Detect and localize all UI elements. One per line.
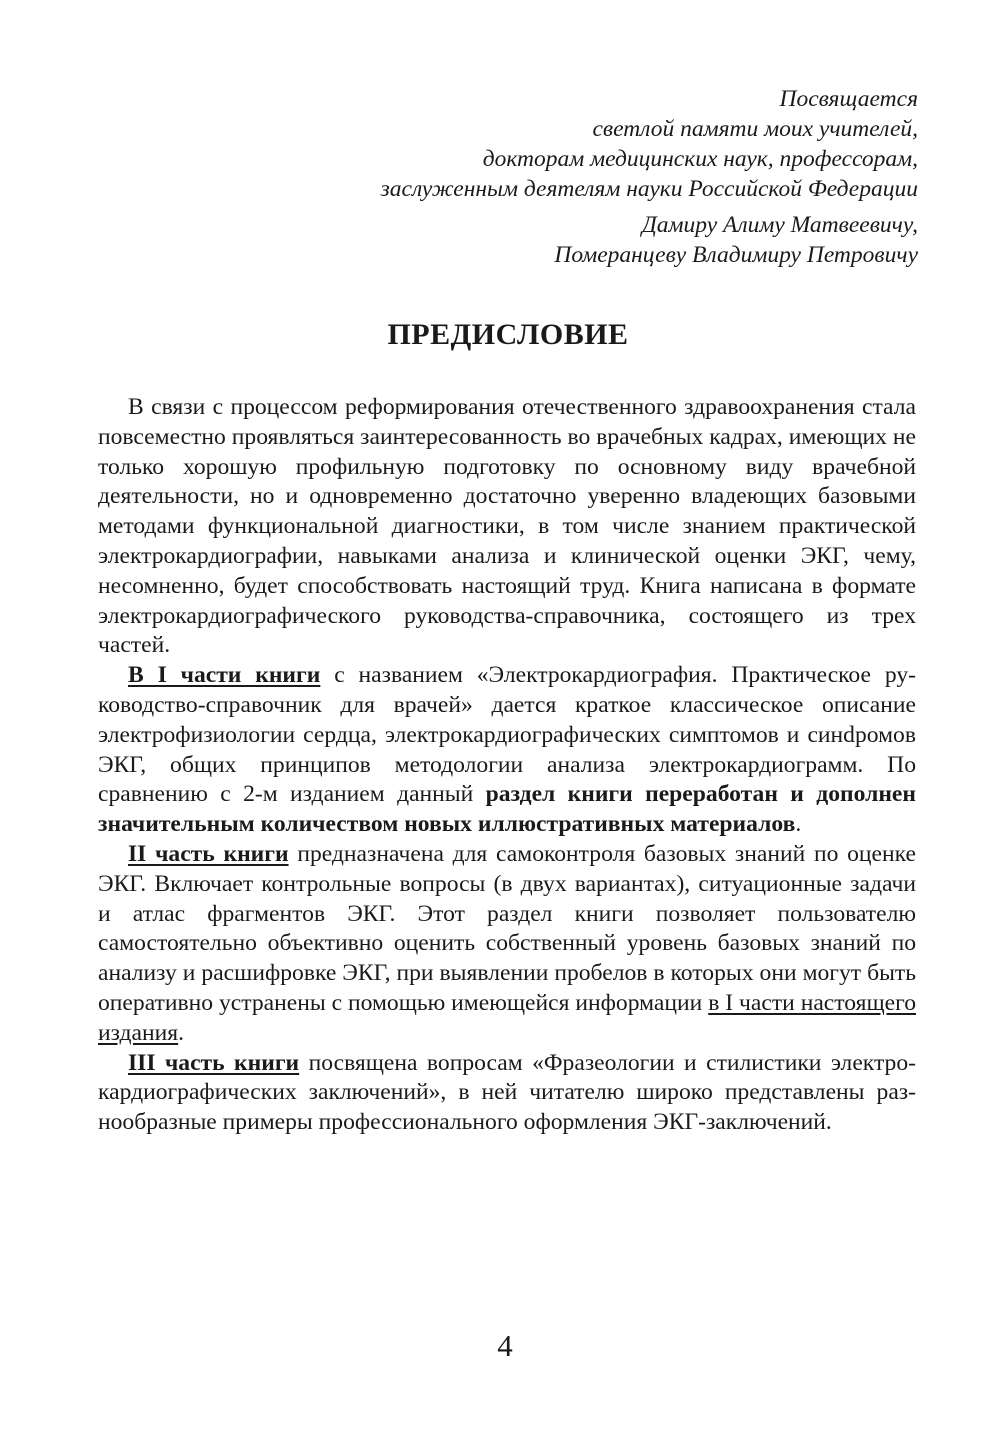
dedication-name: Дамиру Алиму Матвеевичу,	[641, 212, 918, 238]
part-two-text: предназначена для самоконтроля базовых знаний по оценке ЭКГ. Включает контрольные вопросы (в двух вариантах), ситуационные задачи и атлас фрагментов ЭКГ. Этот раздел книги позволяет пользователю самостоятельно объективно оценить собственный уровень базовых знаний по анализу и расшифровке ЭКГ, при выявлении пробелов в которых они могут быть оперативно устранены с помощью имеющейся информации	[98, 840, 916, 1016]
part-two-lead: II часть книги	[128, 840, 289, 867]
part-two-reference: в I части настоящего издания	[98, 989, 916, 1046]
dedication-line: заслуженным деятелям науки Российской Федерации	[380, 176, 918, 202]
dedication-line: докторам медицинских наук, профессорам,	[482, 146, 918, 172]
part-one-lead: В I части книги	[128, 662, 321, 689]
dedication-line: светлой памяти моих учителей,	[592, 116, 918, 142]
preface-body	[98, 393, 916, 1138]
dedication-name: Померанцеву Владимиру Петровичу	[554, 242, 918, 268]
part-one-bold-text: раздел книги переработан и дополнен значительным количеством новых иллюстративных материалов	[98, 781, 916, 838]
paragraph-intro: В связи с процессом реформирования отечественного здравоохранения стала повсеместно проявляться заинтересованность во врачебных кадрах, имеющих не только хорошую профильную подготовку по основному виду врачебной деятельности, но и одновременно достаточно уверенно владеющих базовыми методами функциональной диагностики, в том числе знанием практической электрокардиографии, навыками анализа и клинической оценки ЭКГ, чему, несомненно, будет способствовать настоящий труд. Книга написана в формате электрокардиографического руководства-справочника, состоящего из трех частей.	[98, 394, 916, 659]
part-three-lead: III часть книги	[128, 1049, 300, 1076]
page-title: ПРЕДИСЛОВИЕ	[387, 318, 629, 351]
page-number: 4	[497, 1328, 513, 1363]
part-two-end: .	[178, 1019, 185, 1046]
paragraph-part-three	[98, 1049, 916, 1138]
paragraph-part-two	[98, 840, 916, 1049]
part-one-end: .	[795, 811, 802, 838]
dedication	[381, 84, 918, 270]
paragraph-part-one	[98, 661, 916, 840]
part-one-text: с названием «Электрокардиография. Практическое руководство-справочник для врачей» дается краткое классическое описание электрофизиологии сердца, электрокардиографических симптомов и синdромов ЭКГ, общих принципов методологии анализа электрокардиограмм. По сравнению с 2-м изданием данный	[98, 662, 916, 808]
part-three-text: посвящена вопросам «Фразеологии и стилистики электрокардиографических заключений», в ней читателю широко представлены разнообразные примеры профессионального оформления ЭКГ-заключений.	[98, 1049, 916, 1136]
dedication-line: Посвящается	[779, 86, 918, 112]
